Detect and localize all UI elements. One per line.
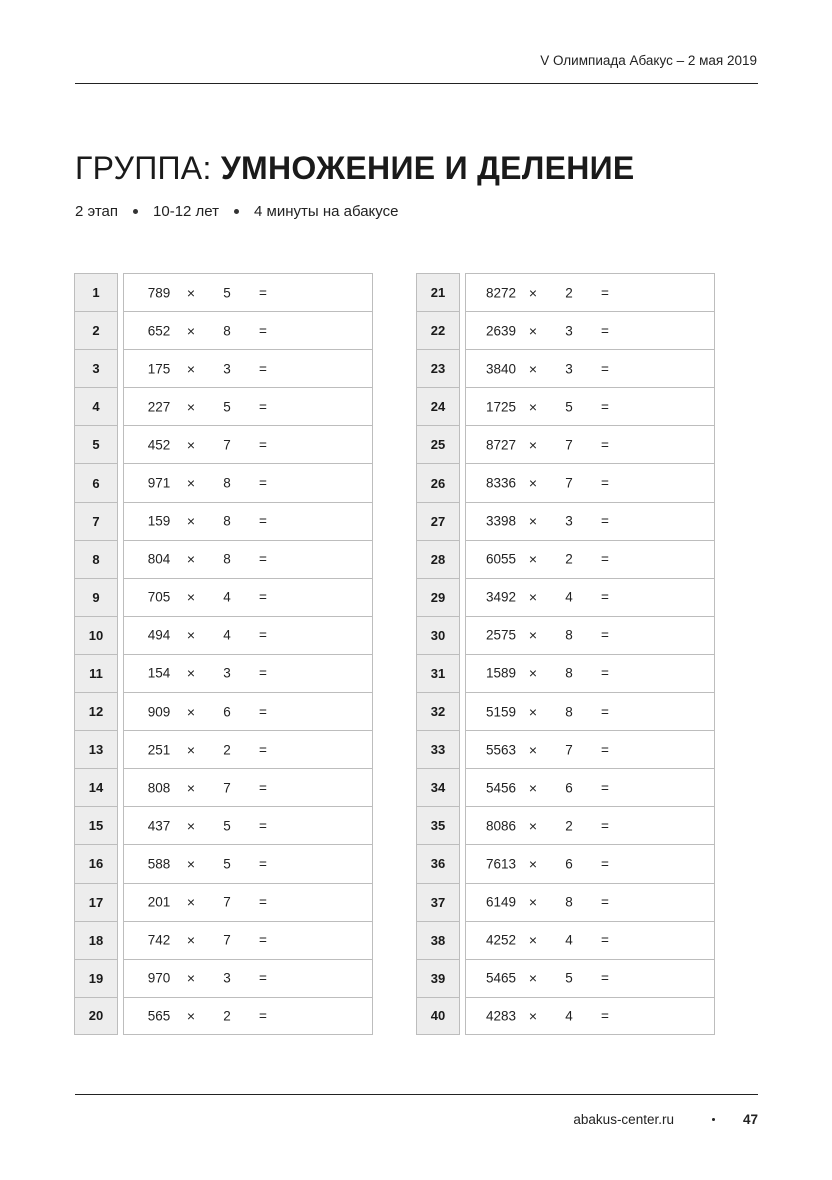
problem-number: 12 [74,692,118,730]
operand-b: 3 [223,361,231,377]
problem-cell [123,387,373,425]
multiply-sign: × [186,627,196,644]
problem-row [416,540,715,578]
operand-a: 2575 [485,627,517,643]
equals-sign: = [601,551,609,567]
problem-cell [123,883,373,921]
problem-row [416,768,715,806]
problems-table-left [74,273,373,1035]
equals-sign: = [259,780,267,796]
problem-row [416,616,715,654]
subtitle-time: 4 минуты на абакусе [254,203,399,220]
multiply-sign: × [186,284,196,301]
problem-number: 9 [74,578,118,616]
equals-sign: = [259,589,267,605]
title-prefix: ГРУППА: [75,150,212,186]
footer-bullet [712,1118,715,1121]
operand-b: 8 [565,894,573,910]
problem-row [416,273,715,311]
operand-a: 588 [147,856,171,872]
operand-a: 154 [147,665,171,681]
problem-number: 5 [74,425,118,463]
problem-cell [123,425,373,463]
multiply-sign: × [186,665,196,682]
operand-a: 789 [147,285,171,301]
problem-number: 11 [74,654,118,692]
equals-sign: = [601,894,609,910]
operand-b: 2 [565,285,573,301]
equals-sign: = [259,551,267,567]
footer [573,1112,758,1127]
problem-cell [123,806,373,844]
operand-b: 4 [565,589,573,605]
problem-row [74,273,373,311]
equals-sign: = [259,627,267,643]
operand-a: 452 [147,437,171,453]
operand-a: 8727 [485,437,517,453]
problem-row [74,768,373,806]
operand-a: 3492 [485,589,517,605]
problem-number: 1 [74,273,118,311]
problem-row [74,463,373,501]
problem-row [416,387,715,425]
problem-cell [123,502,373,540]
operand-b: 5 [223,856,231,872]
multiply-sign: × [186,513,196,530]
problem-number: 25 [416,425,460,463]
operand-b: 4 [565,932,573,948]
problem-cell [123,730,373,768]
equals-sign: = [259,894,267,910]
equals-sign: = [601,742,609,758]
multiply-sign: × [528,627,538,644]
operand-b: 4 [223,627,231,643]
operand-b: 8 [565,704,573,720]
problem-cell [465,844,715,882]
problem-row [416,654,715,692]
operand-a: 5563 [485,742,517,758]
problem-number: 20 [74,997,118,1035]
operand-b: 8 [223,513,231,529]
multiply-sign: × [528,932,538,949]
operand-a: 5465 [485,970,517,986]
multiply-sign: × [528,779,538,796]
title-main: УМНОЖЕНИЕ И ДЕЛЕНИЕ [220,150,635,186]
problem-row [416,997,715,1035]
problem-number: 29 [416,578,460,616]
operand-a: 6149 [485,894,517,910]
multiply-sign: × [528,513,538,530]
operand-a: 909 [147,704,171,720]
header-title: V Олимпиада Абакус – 2 мая 2019 [540,53,757,68]
problem-cell [123,463,373,501]
problem-cell [123,273,373,311]
bullet-separator [133,209,138,214]
problem-number: 4 [74,387,118,425]
equals-sign: = [601,589,609,605]
multiply-sign: × [186,932,196,949]
problem-number: 24 [416,387,460,425]
problem-row [416,311,715,349]
problem-number: 18 [74,921,118,959]
page-number: 47 [742,1112,758,1127]
multiply-sign: × [186,398,196,415]
operand-b: 2 [565,818,573,834]
operand-a: 201 [147,894,171,910]
problem-row [416,730,715,768]
equals-sign: = [259,323,267,339]
problem-row [416,883,715,921]
multiply-sign: × [528,436,538,453]
problem-cell [123,692,373,730]
equals-sign: = [601,856,609,872]
equals-sign: = [259,932,267,948]
operand-a: 227 [147,399,171,415]
problem-cell [123,616,373,654]
problem-number: 22 [416,311,460,349]
problem-number: 31 [416,654,460,692]
problem-row [74,578,373,616]
multiply-sign: × [528,475,538,492]
multiply-sign: × [186,1007,196,1024]
multiply-sign: × [528,551,538,568]
problem-cell [123,959,373,997]
problem-number: 14 [74,768,118,806]
equals-sign: = [601,704,609,720]
operand-a: 742 [147,932,171,948]
subtitle-stage: 2 этап [75,203,119,220]
problem-number: 35 [416,806,460,844]
problem-cell [123,540,373,578]
multiply-sign: × [528,589,538,606]
equals-sign: = [601,361,609,377]
equals-sign: = [259,970,267,986]
problem-number: 21 [416,273,460,311]
operand-b: 8 [565,627,573,643]
problem-cell [123,349,373,387]
operand-b: 5 [223,285,231,301]
equals-sign: = [259,742,267,758]
operand-b: 2 [565,551,573,567]
multiply-sign: × [528,894,538,911]
equals-sign: = [601,285,609,301]
operand-a: 4252 [485,932,517,948]
operand-a: 970 [147,970,171,986]
multiply-sign: × [528,284,538,301]
problem-row [416,959,715,997]
operand-a: 175 [147,361,171,377]
page-title [75,150,635,187]
operand-a: 808 [147,780,171,796]
operand-b: 7 [223,932,231,948]
problem-row [74,997,373,1035]
problem-row [416,806,715,844]
operand-b: 8 [223,551,231,567]
operand-b: 8 [565,665,573,681]
problem-number: 15 [74,806,118,844]
problems-table-right [416,273,715,1035]
problem-number: 40 [416,997,460,1035]
problem-number: 2 [74,311,118,349]
problem-cell [465,540,715,578]
equals-sign: = [259,361,267,377]
multiply-sign: × [186,817,196,834]
bullet-separator [234,209,239,214]
operand-b: 7 [223,894,231,910]
operand-a: 3840 [485,361,517,377]
operand-a: 251 [147,742,171,758]
operand-a: 6055 [485,551,517,567]
operand-a: 8336 [485,475,517,491]
operand-a: 5456 [485,780,517,796]
multiply-sign: × [528,398,538,415]
operand-b: 6 [223,704,231,720]
equals-sign: = [601,437,609,453]
multiply-sign: × [186,970,196,987]
problem-number: 16 [74,844,118,882]
problem-number: 27 [416,502,460,540]
problem-number: 17 [74,883,118,921]
equals-sign: = [601,627,609,643]
multiply-sign: × [186,703,196,720]
problem-cell [465,997,715,1035]
problem-number: 30 [416,616,460,654]
operand-b: 7 [223,437,231,453]
problem-cell [465,921,715,959]
equals-sign: = [259,437,267,453]
problem-number: 8 [74,540,118,578]
multiply-sign: × [186,436,196,453]
equals-sign: = [601,513,609,529]
multiply-sign: × [528,855,538,872]
problem-row [74,311,373,349]
operand-b: 5 [223,399,231,415]
equals-sign: = [601,970,609,986]
operand-a: 5159 [485,704,517,720]
operand-a: 8086 [485,818,517,834]
problem-cell [465,502,715,540]
equals-sign: = [259,399,267,415]
problem-cell [123,997,373,1035]
problem-number: 23 [416,349,460,387]
operand-a: 565 [147,1008,171,1024]
problem-row [416,844,715,882]
equals-sign: = [259,285,267,301]
equals-sign: = [601,665,609,681]
header-divider [75,83,758,84]
operand-a: 7613 [485,856,517,872]
problem-cell [123,578,373,616]
equals-sign: = [601,323,609,339]
operand-b: 6 [565,856,573,872]
operand-b: 3 [565,513,573,529]
operand-a: 4283 [485,1008,517,1024]
problem-cell [465,349,715,387]
operand-a: 494 [147,627,171,643]
problem-row [416,425,715,463]
operand-b: 5 [565,970,573,986]
problem-row [416,502,715,540]
multiply-sign: × [186,360,196,377]
equals-sign: = [601,399,609,415]
multiply-sign: × [186,475,196,492]
problem-cell [123,654,373,692]
problem-cell [123,768,373,806]
operand-b: 3 [223,970,231,986]
multiply-sign: × [186,551,196,568]
problem-number: 38 [416,921,460,959]
operand-a: 159 [147,513,171,529]
operand-a: 437 [147,818,171,834]
equals-sign: = [259,475,267,491]
problem-number: 26 [416,463,460,501]
problem-cell [123,844,373,882]
equals-sign: = [259,513,267,529]
operand-b: 3 [223,665,231,681]
problem-number: 36 [416,844,460,882]
problem-row [74,806,373,844]
problem-cell [465,425,715,463]
problem-row [416,578,715,616]
problem-row [74,692,373,730]
problem-number: 19 [74,959,118,997]
equals-sign: = [259,704,267,720]
problem-number: 6 [74,463,118,501]
problem-cell [465,273,715,311]
problem-row [74,730,373,768]
equals-sign: = [601,932,609,948]
operand-b: 7 [223,780,231,796]
footer-divider [75,1094,758,1095]
multiply-sign: × [186,741,196,758]
problem-number: 3 [74,349,118,387]
operand-b: 4 [223,589,231,605]
problem-row [74,959,373,997]
equals-sign: = [601,780,609,796]
problem-cell [123,921,373,959]
operand-b: 2 [223,742,231,758]
problem-cell [465,463,715,501]
equals-sign: = [259,1008,267,1024]
multiply-sign: × [528,322,538,339]
problem-row [74,540,373,578]
operand-b: 7 [565,475,573,491]
equals-sign: = [601,818,609,834]
problem-row [74,616,373,654]
multiply-sign: × [528,665,538,682]
equals-sign: = [259,856,267,872]
equals-sign: = [601,1008,609,1024]
operand-b: 4 [565,1008,573,1024]
operand-a: 8272 [485,285,517,301]
operand-a: 1725 [485,399,517,415]
operand-a: 971 [147,475,171,491]
problem-row [74,654,373,692]
multiply-sign: × [528,817,538,834]
problem-cell [465,311,715,349]
problem-row [416,692,715,730]
footer-site: abakus-center.ru [573,1112,674,1127]
operand-a: 652 [147,323,171,339]
operand-b: 3 [565,361,573,377]
problem-row [416,349,715,387]
problem-cell [465,387,715,425]
multiply-sign: × [528,1007,538,1024]
problem-cell [465,654,715,692]
problem-number: 39 [416,959,460,997]
equals-sign: = [259,665,267,681]
problem-row [74,502,373,540]
problem-cell [465,806,715,844]
problem-number: 10 [74,616,118,654]
multiply-sign: × [528,360,538,377]
multiply-sign: × [186,779,196,796]
problem-number: 37 [416,883,460,921]
operand-a: 804 [147,551,171,567]
problem-number: 28 [416,540,460,578]
problem-number: 32 [416,692,460,730]
problem-row [74,883,373,921]
operand-b: 7 [565,742,573,758]
equals-sign: = [601,475,609,491]
subtitle [75,203,398,220]
operand-a: 3398 [485,513,517,529]
multiply-sign: × [186,894,196,911]
subtitle-age: 10-12 лет [153,203,220,220]
problem-row [74,844,373,882]
problem-row [416,921,715,959]
problem-cell [465,730,715,768]
problem-row [74,349,373,387]
multiply-sign: × [186,589,196,606]
operand-b: 2 [223,1008,231,1024]
problem-cell [123,311,373,349]
operand-a: 1589 [485,665,517,681]
operand-b: 5 [565,399,573,415]
problem-row [74,425,373,463]
problem-cell [465,578,715,616]
operand-a: 705 [147,589,171,605]
operand-b: 6 [565,780,573,796]
operand-b: 3 [565,323,573,339]
problem-cell [465,883,715,921]
multiply-sign: × [186,322,196,339]
multiply-sign: × [528,741,538,758]
multiply-sign: × [186,855,196,872]
equals-sign: = [259,818,267,834]
problem-number: 33 [416,730,460,768]
problem-row [416,463,715,501]
operand-a: 2639 [485,323,517,339]
multiply-sign: × [528,970,538,987]
operand-b: 7 [565,437,573,453]
problem-row [74,921,373,959]
problem-row [74,387,373,425]
problem-cell [465,768,715,806]
operand-b: 8 [223,475,231,491]
problem-cell [465,959,715,997]
problem-number: 34 [416,768,460,806]
problem-cell [465,616,715,654]
problem-number: 7 [74,502,118,540]
problem-cell [465,692,715,730]
operand-b: 5 [223,818,231,834]
operand-b: 8 [223,323,231,339]
multiply-sign: × [528,703,538,720]
problem-number: 13 [74,730,118,768]
